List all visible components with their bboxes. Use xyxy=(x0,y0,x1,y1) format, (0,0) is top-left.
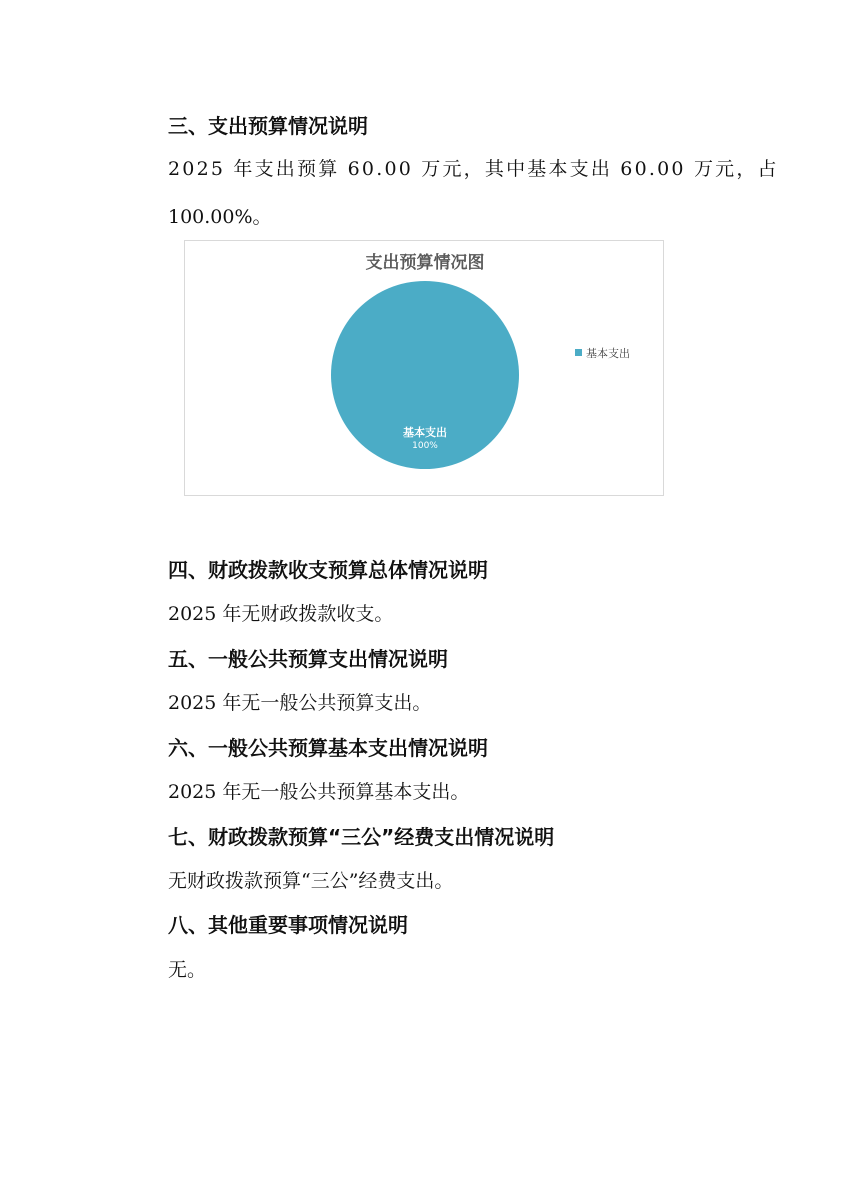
section-3-paragraph-line-2: 100.00%。 xyxy=(168,206,272,228)
section-8-text: 无。 xyxy=(168,959,207,981)
section-4-heading: 四、财政拨款收支预算总体情况说明 xyxy=(168,558,488,582)
section-7-text: 无财政拨款预算“三公”经费支出。 xyxy=(168,870,454,892)
slice-label-jiben: 基本支出 xyxy=(403,426,447,439)
section-6-text: 2025 年无一般公共预算基本支出。 xyxy=(168,781,470,803)
slice-pct-jiben: 100% xyxy=(412,441,438,451)
section-5-heading: 五、一般公共预算支出情况说明 xyxy=(168,647,448,671)
legend-entry-jiben: 基本支出 xyxy=(586,347,630,360)
pie-chart-svg xyxy=(185,241,663,495)
expense-budget-chart xyxy=(184,240,664,496)
section-3-paragraph-line-1: 2025 年支出预算 60.00 万元，其中基本支出 60.00 万元，占 xyxy=(168,158,779,180)
section-7-heading: 七、财政拨款预算“三公”经费支出情况说明 xyxy=(168,825,555,849)
chart-title: 支出预算情况图 xyxy=(365,253,485,273)
section-6-heading: 六、一般公共预算基本支出情况说明 xyxy=(168,736,488,760)
legend-swatch-jiben xyxy=(575,349,582,356)
section-3-heading: 三、支出预算情况说明 xyxy=(168,114,368,138)
section-5-text: 2025 年无一般公共预算支出。 xyxy=(168,692,432,714)
section-4-text: 2025 年无财政拨款收支。 xyxy=(168,603,394,625)
section-8-heading: 八、其他重要事项情况说明 xyxy=(168,913,408,937)
